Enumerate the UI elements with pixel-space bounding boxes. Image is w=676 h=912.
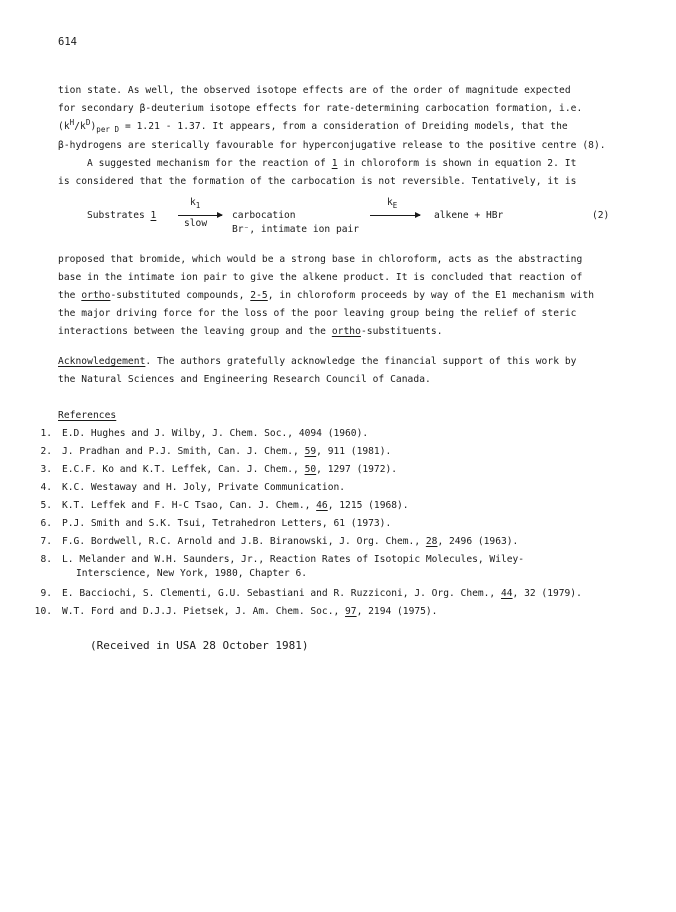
equation-number: (2) — [592, 210, 610, 221]
body-line: tion state. As well, the observed isotope effects are of the order of magnitude expected — [58, 85, 571, 96]
equation-rate-kE: $k_E$ — [387, 197, 398, 210]
received-date: (Received in USA 28 October 1981) — [90, 639, 309, 652]
body-line: for secondary β-deuterium isotope effects for rate-determining carbocation formation, i.e. — [58, 103, 583, 114]
acknowledgement-title: Acknowledgement — [58, 356, 146, 367]
equation-substrates: Substrates 1 — [87, 210, 157, 221]
references-heading: References — [58, 410, 117, 421]
body-line: the ortho-substituted compounds, 2-5, in chloroform proceeds by way of the E1 mechanism with — [58, 290, 595, 301]
equation-products: alkene + HBr — [434, 210, 504, 221]
body-line: is considered that the formation of the carbocation is not reversible. Tentatively, it is — [58, 176, 577, 187]
equation-ion-pair: Br⁻, intimate ion pair — [232, 224, 360, 235]
body-line: A suggested mechanism for the reaction of 1 in chloroform is shown in equation 2. It — [87, 158, 577, 169]
equation-slow: slow — [184, 218, 208, 229]
page-number: 614 — [58, 36, 77, 48]
equation-carbocation: carbocation — [232, 210, 296, 221]
body-line: interactions between the leaving group and the ortho-substituents. — [58, 326, 443, 337]
equation-arrow-2 — [370, 215, 420, 216]
body-line: β-hydrogens are sterically favourable for hyperconjugative release to the positive centre (8). — [58, 140, 606, 151]
equation-rate-k1: $k_1$ — [190, 197, 201, 210]
body-line-formula: $(k^H/k^D)_{per D} = 1.21 - 1.37$. It appears, from a consideration of Dreiding models, that the — [58, 117, 568, 134]
equation-arrow-1 — [178, 215, 222, 216]
acknowledgement: Acknowledgement. The authors gratefully acknowledge the financial support of this work by — [58, 356, 577, 367]
acknowledgement-line: the Natural Sciences and Engineering Research Council of Canada. — [58, 374, 431, 385]
body-line: the major driving force for the loss of the poor leaving group being the relief of steric — [58, 308, 577, 319]
body-line: proposed that bromide, which would be a strong base in chloroform, acts as the abstracting — [58, 254, 583, 265]
body-line: base in the intimate ion pair to give the alkene product. It is concluded that reaction of — [58, 272, 583, 283]
